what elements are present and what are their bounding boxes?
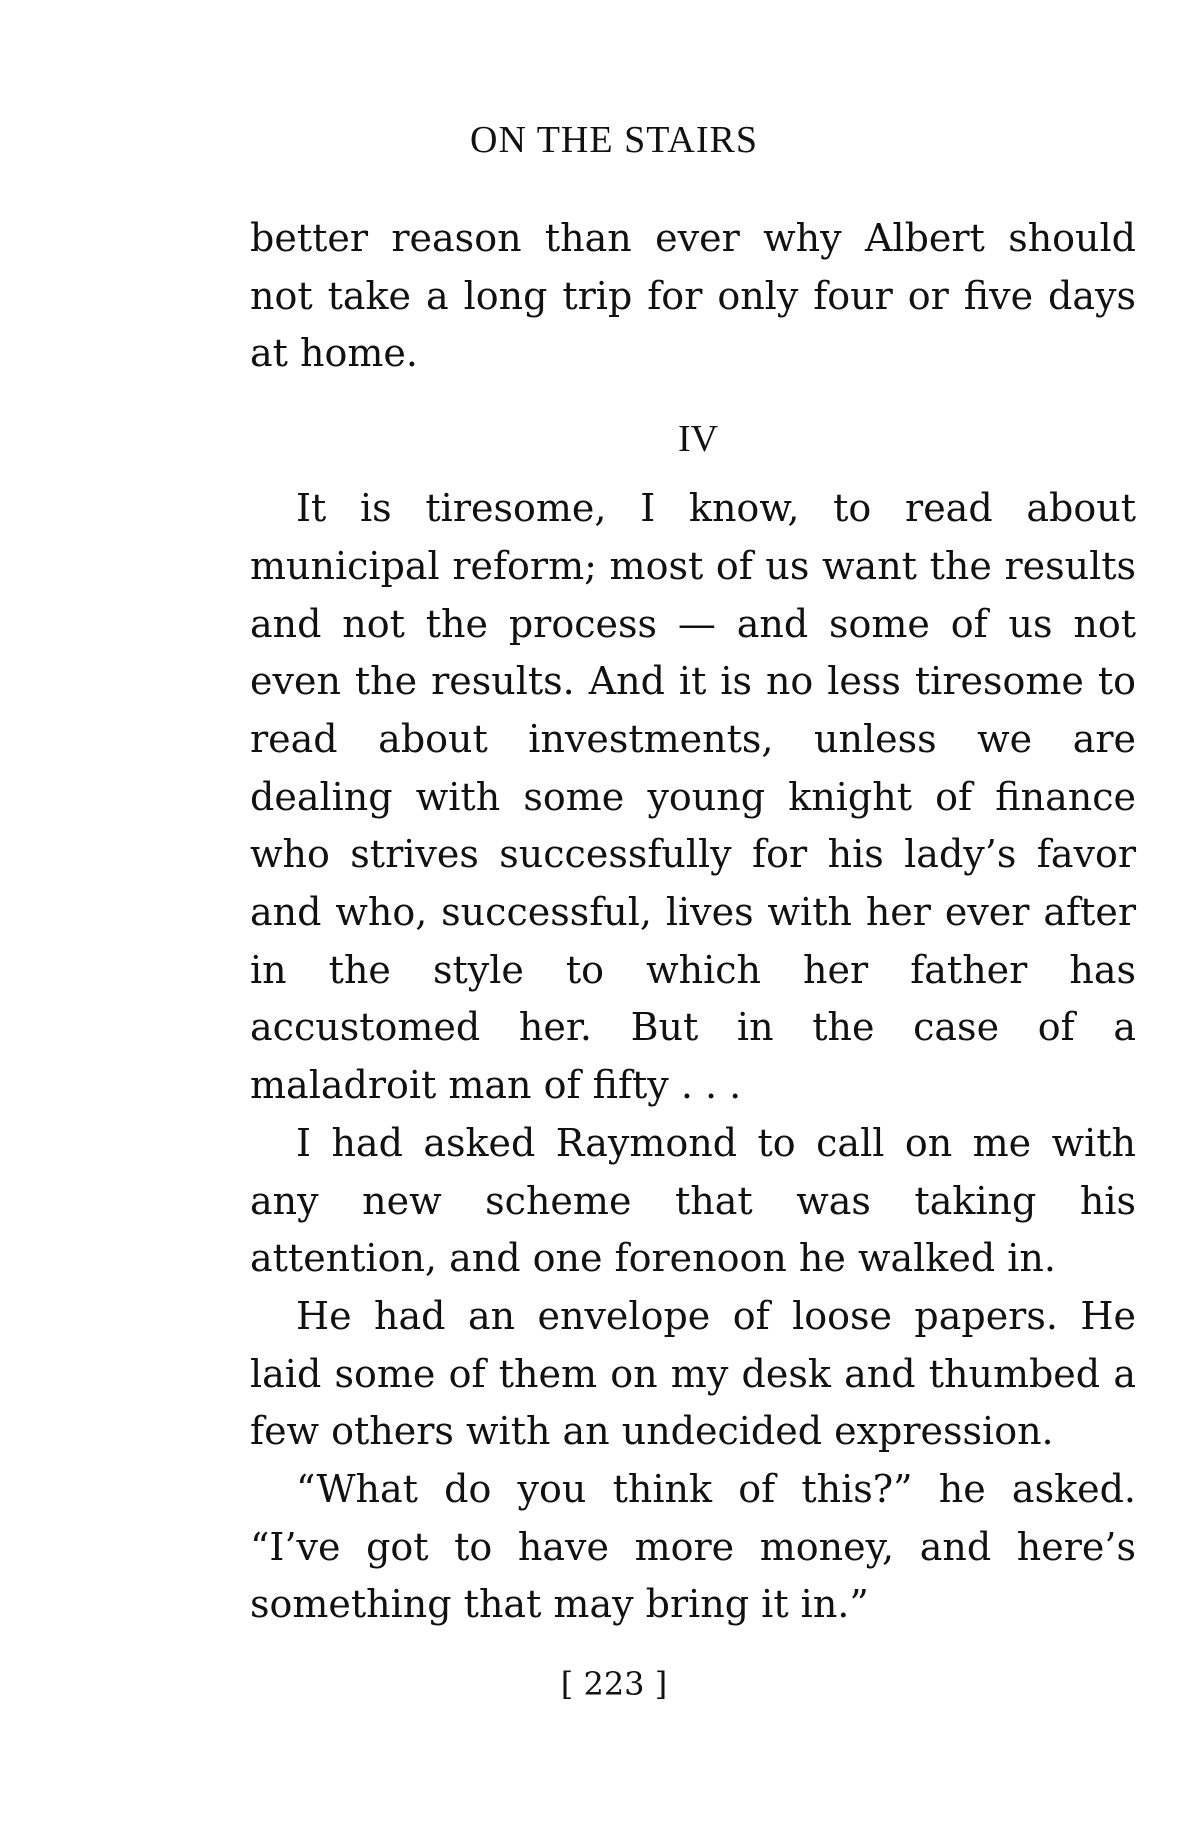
paragraph: It is tiresome, I know, to read about municipal reform; most of us want the results and not the process — and some of us not even the results. And it is no less tiresome to read about investments, unless we are dealing with some young knight of finance who strives successfully for his lady’s favor and who, successful, lives with her ever after in the style to which her father has accustomed her. But in the case of a maladroit man of fifty . . . <box>250 486 1136 1108</box>
section-number: IV <box>677 418 719 461</box>
body-text <box>250 210 1136 1634</box>
paragraph: He had an envelope of loose papers. He laid some of them on my desk and thumbed a few others with an undecided expression. <box>250 1293 1136 1454</box>
page-number: [ 223 ] <box>560 1665 668 1703</box>
paragraph: “What do you think of this?” he asked. “I’ve got to have more money, and here’s something that may bring it in.” <box>250 1467 1136 1627</box>
running-head: ON THE STAIRS <box>470 119 758 161</box>
paragraph: I had asked Raymond to call on me with any new scheme that was taking his attention, and one forenoon he walked in. <box>250 1120 1136 1281</box>
paragraph-continued: better reason than ever why Albert should not take a long trip for only four or five days at home. <box>250 216 1136 376</box>
